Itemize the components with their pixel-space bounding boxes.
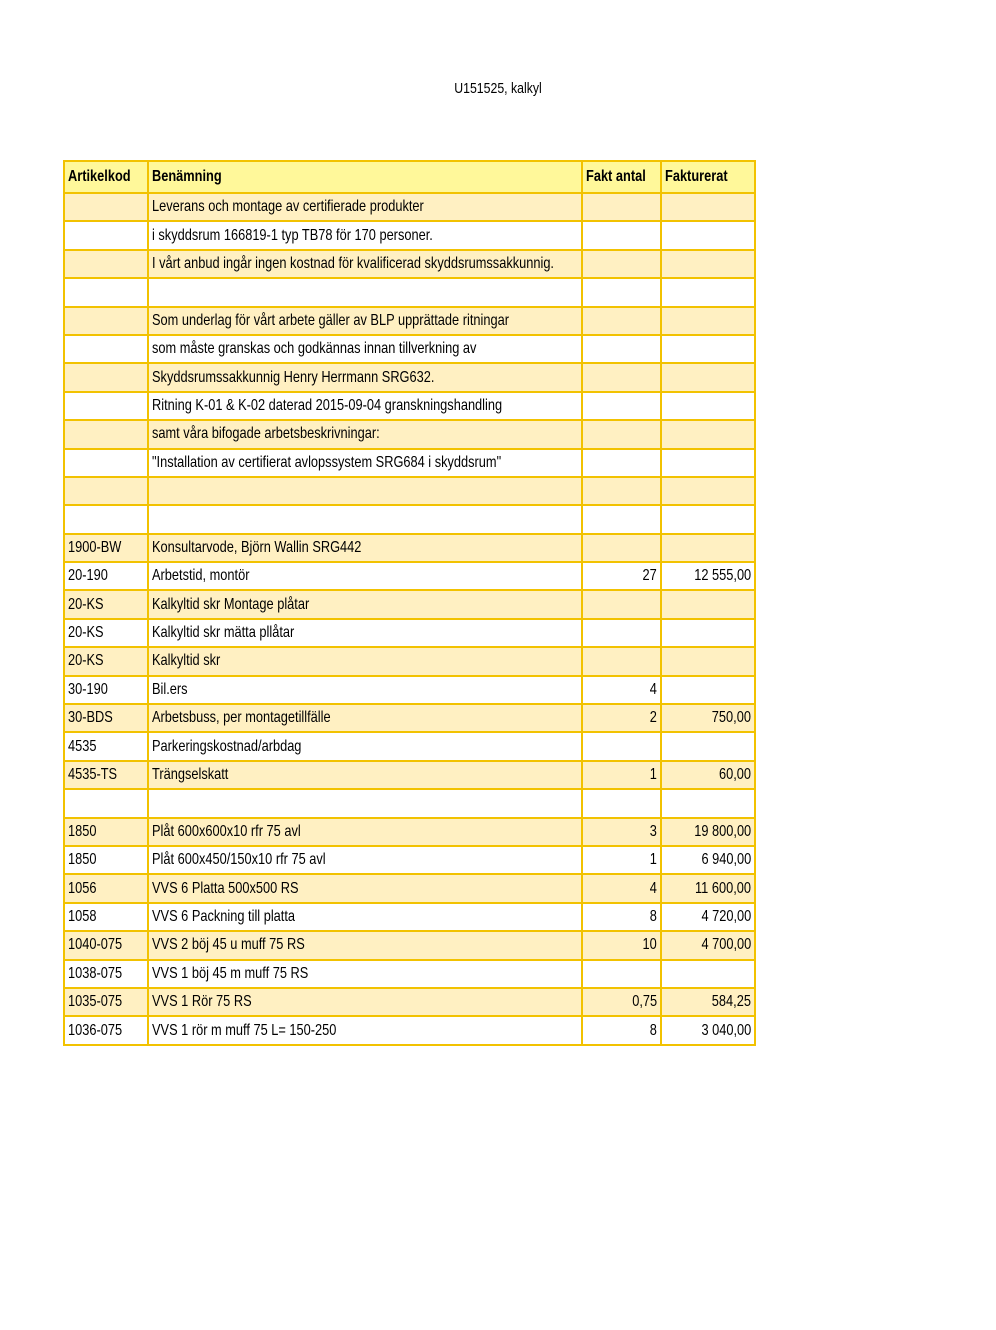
cell-artikelkod <box>64 250 148 278</box>
table-row <box>64 420 755 448</box>
cell-artikelkod: 4535 <box>64 732 148 760</box>
cell-artikelkod <box>64 335 148 363</box>
cell-fakturerat <box>661 732 755 760</box>
cell-benamning: Som underlag för vårt arbete gäller av BLP upprättade ritningar <box>148 307 582 335</box>
table-row <box>64 534 755 562</box>
table-row <box>64 250 755 278</box>
cell-artikelkod: 20-KS <box>64 647 148 675</box>
cell-fakt-antal <box>582 789 661 817</box>
cell-fakt-antal: 4 <box>582 874 661 902</box>
cell-benamning: VVS 1 böj 45 m muff 75 RS <box>148 960 582 988</box>
cell-fakt-antal: 3 <box>582 818 661 846</box>
cell-fakt-antal: 1 <box>582 761 661 789</box>
cell-fakt-antal: 27 <box>582 562 661 590</box>
cell-fakturerat: 12 555,00 <box>661 562 755 590</box>
cell-benamning <box>148 789 582 817</box>
cell-fakturerat: 11 600,00 <box>661 874 755 902</box>
cell-benamning: Kalkyltid skr <box>148 647 582 675</box>
table-row <box>64 960 755 988</box>
cell-artikelkod: 1850 <box>64 846 148 874</box>
cell-fakt-antal: 0,75 <box>582 988 661 1016</box>
cell-fakturerat <box>661 590 755 618</box>
cell-fakturerat: 6 940,00 <box>661 846 755 874</box>
cell-fakturerat <box>661 789 755 817</box>
cell-fakt-antal: 8 <box>582 1016 661 1044</box>
cell-benamning: Konsultarvode, Björn Wallin SRG442 <box>148 534 582 562</box>
cell-benamning: VVS 6 Platta 500x500 RS <box>148 874 582 902</box>
cell-fakturerat <box>661 250 755 278</box>
cell-fakt-antal: 10 <box>582 931 661 959</box>
cell-fakturerat <box>661 505 755 533</box>
table-row <box>64 931 755 959</box>
cell-fakt-antal <box>582 647 661 675</box>
cell-artikelkod <box>64 477 148 505</box>
cell-artikelkod: 1850 <box>64 818 148 846</box>
header-benamning: Benämning <box>148 161 582 193</box>
cell-fakt-antal <box>582 420 661 448</box>
cell-fakturerat <box>661 477 755 505</box>
table-row <box>64 363 755 391</box>
cell-fakt-antal <box>582 363 661 391</box>
cell-fakturerat <box>661 392 755 420</box>
cell-fakturerat <box>661 307 755 335</box>
cell-fakt-antal <box>582 392 661 420</box>
cell-artikelkod <box>64 789 148 817</box>
table-row <box>64 505 755 533</box>
cell-fakt-antal: 8 <box>582 903 661 931</box>
table-row <box>64 619 755 647</box>
cell-artikelkod <box>64 363 148 391</box>
table-row <box>64 221 755 249</box>
cell-fakturerat: 3 040,00 <box>661 1016 755 1044</box>
document-title: U151525, kalkyl <box>454 80 542 97</box>
cell-artikelkod <box>64 307 148 335</box>
table-row <box>64 477 755 505</box>
header-fakt-antal: Fakt antal <box>582 161 661 193</box>
table-row <box>64 1016 755 1044</box>
table-row <box>64 874 755 902</box>
cell-benamning: samt våra bifogade arbetsbeskrivningar: <box>148 420 582 448</box>
cell-fakturerat: 4 700,00 <box>661 931 755 959</box>
cell-fakturerat <box>661 534 755 562</box>
cell-benamning: Arbetsbuss, per montagetillfälle <box>148 704 582 732</box>
table-row <box>64 676 755 704</box>
table-row <box>64 818 755 846</box>
cell-benamning: Trängselskatt <box>148 761 582 789</box>
cell-artikelkod: 1035-075 <box>64 988 148 1016</box>
cell-fakt-antal <box>582 477 661 505</box>
kalkyl-table <box>63 160 756 1046</box>
table-row <box>64 789 755 817</box>
cell-benamning: VVS 1 Rör 75 RS <box>148 988 582 1016</box>
cell-fakturerat: 750,00 <box>661 704 755 732</box>
cell-benamning: Leverans och montage av certifierade produkter <box>148 193 582 221</box>
cell-benamning <box>148 278 582 306</box>
header-row <box>64 161 755 193</box>
header-fakturerat: Fakturerat <box>661 161 755 193</box>
table-row <box>64 590 755 618</box>
cell-benamning: I vårt anbud ingår ingen kostnad för kvalificerad skyddsrumssakkunnig. <box>148 250 582 278</box>
cell-fakt-antal: 2 <box>582 704 661 732</box>
table-row <box>64 647 755 675</box>
cell-artikelkod <box>64 420 148 448</box>
table-row <box>64 193 755 221</box>
cell-artikelkod: 1038-075 <box>64 960 148 988</box>
cell-artikelkod: 1900-BW <box>64 534 148 562</box>
cell-artikelkod <box>64 278 148 306</box>
cell-fakt-antal <box>582 619 661 647</box>
table-row <box>64 307 755 335</box>
table-row <box>64 392 755 420</box>
cell-fakt-antal <box>582 335 661 363</box>
cell-benamning: VVS 1 rör m muff 75 L= 150-250 <box>148 1016 582 1044</box>
table-body <box>64 193 755 1045</box>
cell-benamning <box>148 477 582 505</box>
cell-fakturerat <box>661 619 755 647</box>
table-row <box>64 449 755 477</box>
cell-fakturerat <box>661 193 755 221</box>
cell-fakt-antal <box>582 449 661 477</box>
cell-fakturerat <box>661 420 755 448</box>
cell-artikelkod: 1036-075 <box>64 1016 148 1044</box>
cell-fakturerat <box>661 335 755 363</box>
cell-benamning: i skyddsrum 166819-1 typ TB78 för 170 personer. <box>148 221 582 249</box>
table-row <box>64 704 755 732</box>
cell-fakt-antal <box>582 534 661 562</box>
cell-benamning: Bil.ers <box>148 676 582 704</box>
cell-benamning: Ritning K-01 & K-02 daterad 2015-09-04 granskningshandling <box>148 392 582 420</box>
cell-fakturerat <box>661 449 755 477</box>
cell-fakturerat <box>661 676 755 704</box>
table-row <box>64 988 755 1016</box>
cell-fakt-antal <box>582 221 661 249</box>
table-row <box>64 562 755 590</box>
cell-artikelkod <box>64 449 148 477</box>
cell-artikelkod: 30-BDS <box>64 704 148 732</box>
cell-benamning: Arbetstid, montör <box>148 562 582 590</box>
table-row <box>64 732 755 760</box>
cell-artikelkod <box>64 505 148 533</box>
cell-artikelkod: 20-190 <box>64 562 148 590</box>
cell-artikelkod: 20-KS <box>64 590 148 618</box>
cell-fakt-antal <box>582 732 661 760</box>
cell-fakturerat <box>661 647 755 675</box>
table-row <box>64 335 755 363</box>
cell-benamning: VVS 2 böj 45 u muff 75 RS <box>148 931 582 959</box>
cell-benamning: VVS 6 Packning till platta <box>148 903 582 931</box>
cell-benamning <box>148 505 582 533</box>
cell-artikelkod: 30-190 <box>64 676 148 704</box>
cell-fakturerat <box>661 960 755 988</box>
cell-artikelkod: 4535-TS <box>64 761 148 789</box>
cell-fakt-antal <box>582 960 661 988</box>
cell-fakt-antal: 4 <box>582 676 661 704</box>
cell-artikelkod <box>64 193 148 221</box>
cell-artikelkod: 1040-075 <box>64 931 148 959</box>
cell-fakt-antal <box>582 250 661 278</box>
cell-benamning: Kalkyltid skr mätta pllåtar <box>148 619 582 647</box>
cell-benamning: Skyddsrumssakkunnig Henry Herrmann SRG632. <box>148 363 582 391</box>
cell-fakturerat: 19 800,00 <box>661 818 755 846</box>
cell-fakt-antal <box>582 278 661 306</box>
cell-benamning: "Installation av certifierat avlopssystem SRG684 i skyddsrum" <box>148 449 582 477</box>
header-artikelkod: Artikelkod <box>64 161 148 193</box>
table-row <box>64 278 755 306</box>
cell-fakturerat: 4 720,00 <box>661 903 755 931</box>
table-row <box>64 761 755 789</box>
cell-benamning: Plåt 600x450/150x10 rfr 75 avl <box>148 846 582 874</box>
cell-artikelkod: 1056 <box>64 874 148 902</box>
cell-fakturerat: 60,00 <box>661 761 755 789</box>
cell-artikelkod: 1058 <box>64 903 148 931</box>
cell-fakt-antal <box>582 505 661 533</box>
cell-fakturerat <box>661 278 755 306</box>
cell-fakturerat <box>661 363 755 391</box>
cell-benamning: Parkeringskostnad/arbdag <box>148 732 582 760</box>
cell-fakt-antal <box>582 590 661 618</box>
cell-artikelkod <box>64 221 148 249</box>
cell-fakturerat <box>661 221 755 249</box>
cell-fakt-antal: 1 <box>582 846 661 874</box>
cell-benamning: som måste granskas och godkännas innan tillverkning av <box>148 335 582 363</box>
table-row <box>64 903 755 931</box>
cell-fakt-antal <box>582 307 661 335</box>
table-row <box>64 846 755 874</box>
cell-fakt-antal <box>582 193 661 221</box>
cell-artikelkod <box>64 392 148 420</box>
cell-artikelkod: 20-KS <box>64 619 148 647</box>
cell-benamning: Plåt 600x600x10 rfr 75 avl <box>148 818 582 846</box>
cell-fakturerat: 584,25 <box>661 988 755 1016</box>
cell-benamning: Kalkyltid skr Montage plåtar <box>148 590 582 618</box>
